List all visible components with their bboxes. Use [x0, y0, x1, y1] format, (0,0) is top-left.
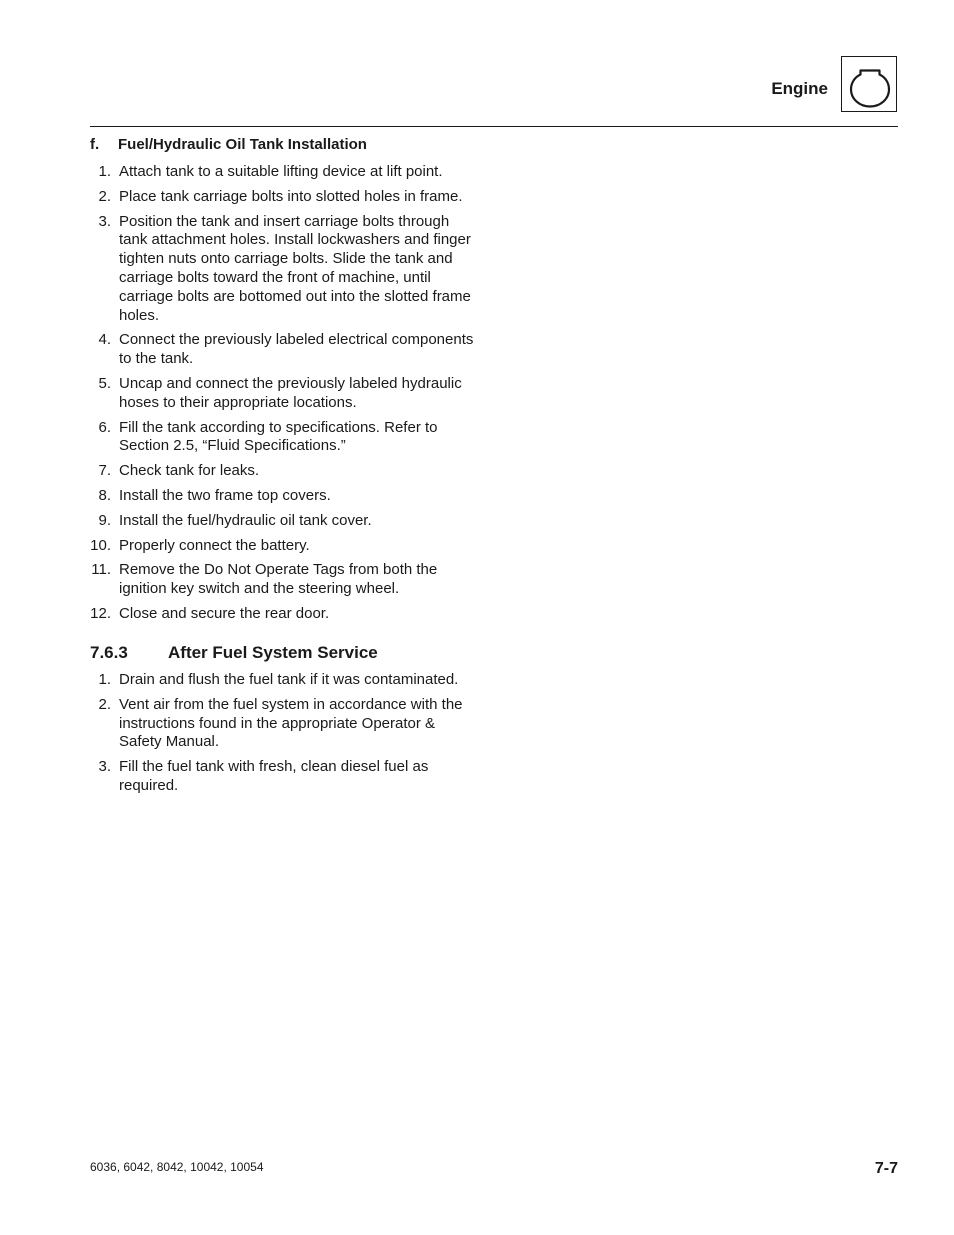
- list-item: [90, 512, 490, 531]
- list-item: [90, 213, 490, 326]
- list-item: [90, 331, 490, 369]
- header-divider: [90, 126, 898, 127]
- list-item: [90, 758, 490, 796]
- subsection-letter: f.: [90, 136, 100, 153]
- step-number: 8.: [98, 486, 111, 504]
- engine-icon: [841, 56, 897, 112]
- list-item: [90, 537, 490, 556]
- step-number: 6.: [98, 418, 111, 436]
- subsection-heading: [90, 136, 367, 154]
- step-text: Drain and flush the fuel tank if it was contaminated.: [119, 671, 459, 688]
- list-item: [90, 375, 490, 413]
- step-number: 1.: [98, 163, 111, 180]
- subsection-title: Fuel/Hydraulic Oil Tank Installation: [118, 136, 367, 153]
- section-number: 7.6.3: [90, 643, 128, 662]
- step-number: 3.: [98, 212, 111, 230]
- step-text: Connect the previously labeled electrical components to the tank.: [119, 331, 474, 368]
- list-item: [90, 671, 490, 690]
- step-number: 11.: [91, 561, 111, 579]
- step-text: Place tank carriage bolts into slotted holes in frame.: [119, 187, 463, 205]
- step-text: Attach tank to a suitable lifting device at lift point.: [119, 163, 443, 180]
- step-text: Position the tank and insert carriage bolts through tank attachment holes. Install lockwashers and finger tighten nuts onto carriage bolts. Slide the tank and carriage bolts toward the front of machine, until carriage bolts are bottomed out into the slotted frame holes.: [119, 212, 471, 324]
- page-number: 7-7: [874, 1160, 898, 1177]
- engine-icon-graphic: [842, 57, 898, 113]
- step-text: Install the two frame top covers.: [119, 486, 331, 504]
- step-text: Fill the tank according to specifications. Refer to Section 2.5, “Fluid Specifications.”: [119, 418, 438, 455]
- list-item: [90, 696, 490, 752]
- chapter-title: Engine: [771, 79, 828, 98]
- step-text: Fill the fuel tank with fresh, clean diesel fuel as required.: [119, 758, 429, 794]
- step-text: Install the fuel/hydraulic oil tank cover.: [119, 511, 372, 529]
- after-service-steps-list: [90, 671, 490, 802]
- step-text: Check tank for leaks.: [119, 462, 260, 480]
- list-item: [90, 462, 490, 481]
- step-text: Vent air from the fuel system in accordance with the instructions found in the appropriate Operator & Safety Manual.: [119, 695, 463, 751]
- list-item: [90, 605, 490, 624]
- installation-steps-list: [90, 163, 490, 630]
- step-number: 2.: [98, 187, 111, 205]
- step-number: 12.: [90, 604, 111, 622]
- list-item: [90, 188, 490, 207]
- step-number: 3.: [98, 758, 111, 776]
- step-number: 4.: [98, 331, 111, 349]
- section-heading: [90, 643, 378, 663]
- step-text: Properly connect the battery.: [119, 536, 310, 554]
- footer-model-numbers: 6036, 6042, 8042, 10042, 10054: [90, 1160, 264, 1174]
- section-title: After Fuel System Service: [168, 643, 378, 662]
- list-item: [90, 419, 490, 457]
- step-number: 1.: [98, 671, 111, 688]
- step-text: Close and secure the rear door.: [119, 604, 330, 622]
- step-number: 9.: [98, 511, 111, 529]
- step-number: 10.: [90, 536, 111, 554]
- step-text: Uncap and connect the previously labeled hydraulic hoses to their appropriate locations.: [119, 374, 462, 411]
- step-number: 2.: [98, 695, 111, 713]
- list-item: [90, 561, 490, 599]
- step-number: 5.: [98, 374, 111, 392]
- list-item: [90, 487, 490, 506]
- step-number: 7.: [98, 462, 111, 480]
- list-item: [90, 163, 490, 182]
- step-text: Remove the Do Not Operate Tags from both the ignition key switch and the steering wheel.: [119, 561, 438, 598]
